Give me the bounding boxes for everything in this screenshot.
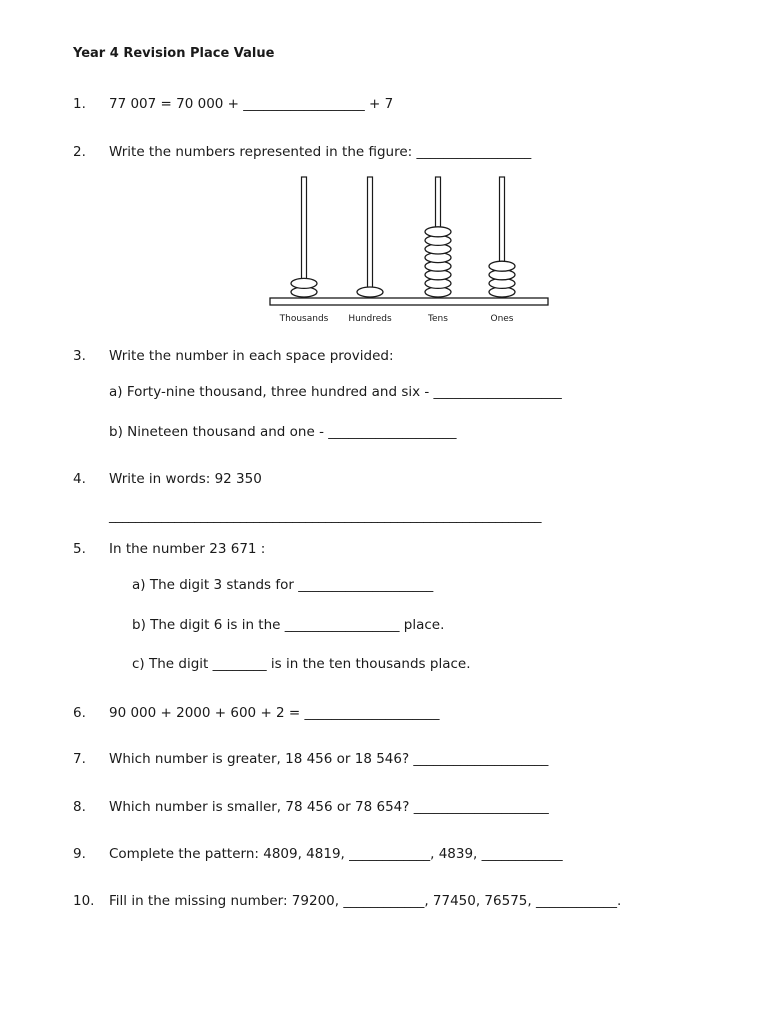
abacus-svg	[262, 172, 554, 328]
abacus-rod-label: Hundreds	[348, 314, 392, 324]
question-3-number: 3.	[73, 348, 86, 364]
question-10-number: 10.	[73, 893, 95, 909]
question-5a-text: a) The digit 3 stands for ____________________	[132, 577, 434, 593]
abacus-bead	[357, 287, 383, 297]
question-5-text: In the number 23 671 :	[109, 541, 266, 557]
question-2-text: Write the numbers represented in the figure: _________________	[109, 144, 532, 160]
abacus-figure	[262, 172, 554, 328]
question-4-text: Write in words: 92 350	[109, 471, 262, 487]
abacus-bead	[291, 278, 317, 288]
question-3-text: Write the number in each space provided:	[109, 348, 394, 364]
abacus-rod	[368, 177, 373, 298]
question-2-number: 2.	[73, 144, 86, 160]
question-6-text: 90 000 + 2000 + 600 + 2 = ____________________	[109, 705, 440, 721]
question-5b-text: b) The digit 6 is in the _________________ place.	[132, 617, 445, 633]
abacus-bead	[425, 227, 451, 237]
question-5-number: 5.	[73, 541, 86, 557]
abacus-bead	[489, 261, 515, 271]
question-5c-text: c) The digit ________ is in the ten thousands place.	[132, 656, 471, 672]
question-10-text: Fill in the missing number: 79200, ____________, 77450, 76575, ____________.	[109, 893, 622, 909]
question-7-text: Which number is greater, 18 456 or 18 546? ____________________	[109, 751, 549, 767]
question-1-text: 77 007 = 70 000 + __________________ + 7	[109, 96, 394, 112]
question-8-number: 8.	[73, 799, 86, 815]
question-9-number: 9.	[73, 846, 86, 862]
abacus-base	[270, 298, 548, 305]
abacus-rod-label: Thousands	[279, 314, 329, 324]
worksheet-title: Year 4 Revision Place Value	[73, 46, 275, 61]
question-4-number: 4.	[73, 471, 86, 487]
question-1-number: 1.	[73, 96, 86, 112]
abacus-rod-label: Tens	[428, 314, 448, 324]
question-3a-text: a) Forty-nine thousand, three hundred and six - ___________________	[109, 384, 562, 400]
question-7-number: 7.	[73, 751, 86, 767]
abacus-rod-label: Ones	[490, 314, 514, 324]
question-4-answer-line: __________________________________________________________________	[109, 508, 542, 524]
question-3b-text: b) Nineteen thousand and one - ___________________	[109, 424, 457, 440]
question-6-number: 6.	[73, 705, 86, 721]
question-8-text: Which number is smaller, 78 456 or 78 654? ____________________	[109, 799, 549, 815]
question-9-text: Complete the pattern: 4809, 4819, ____________, 4839, ____________	[109, 846, 563, 862]
